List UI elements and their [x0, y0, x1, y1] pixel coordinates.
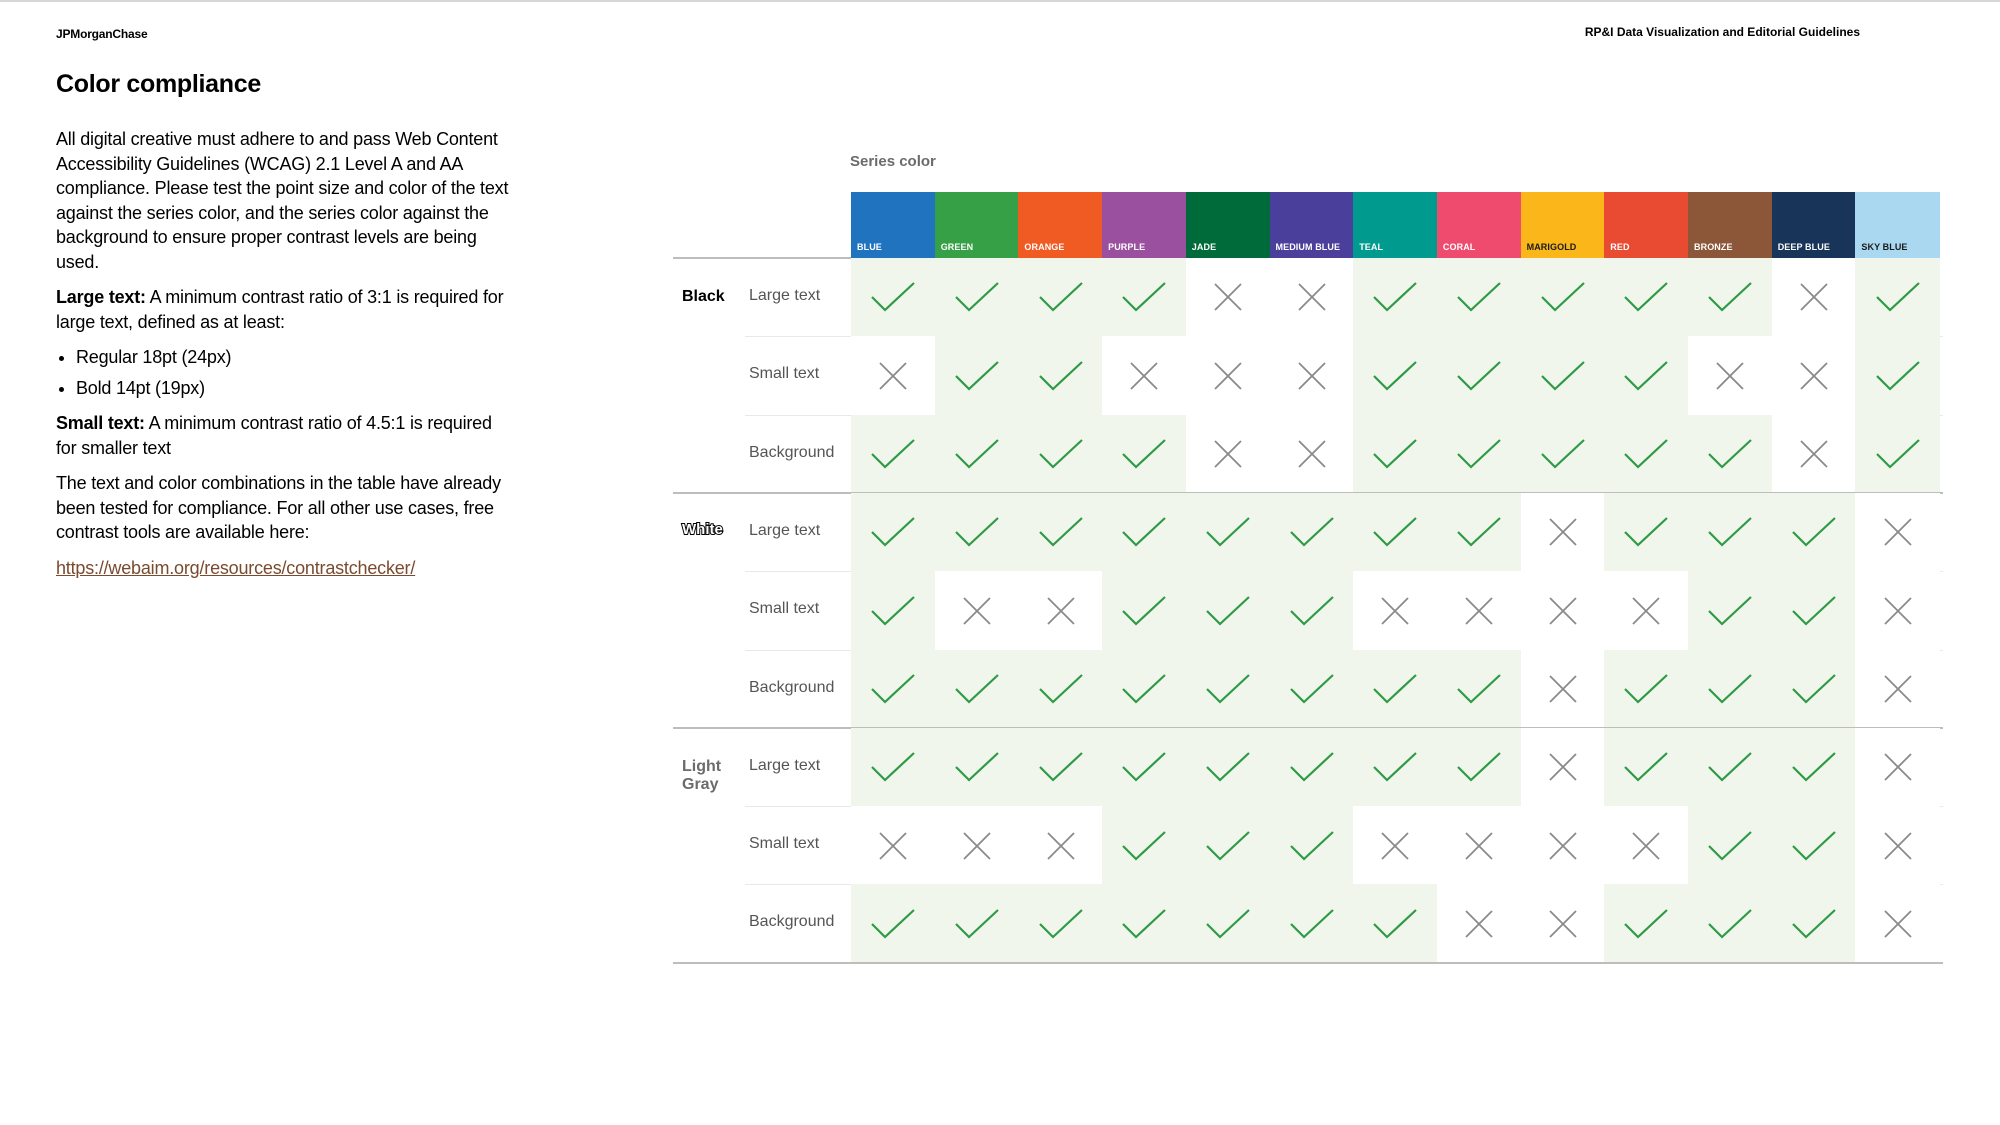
cell-light-gray-background-purple	[1102, 884, 1186, 963]
row-label-black-large-text: Large text	[749, 287, 821, 304]
cell-light-gray-small-text-blue	[851, 806, 935, 885]
cell-white-background-deep-blue	[1772, 650, 1856, 729]
cell-black-small-text-purple	[1102, 336, 1186, 415]
cell-white-large-text-blue	[851, 493, 935, 572]
bullet-bold: • Bold 14pt (19px)	[76, 376, 516, 401]
cell-black-small-text-blue	[851, 336, 935, 415]
series-swatch-jade: JADE	[1186, 192, 1270, 258]
cell-black-small-text-coral	[1437, 336, 1521, 415]
cell-white-large-text-green	[935, 493, 1019, 572]
bullet-regular: • Regular 18pt (24px)	[76, 345, 516, 370]
cross-icon	[1297, 282, 1327, 312]
row-label-light-gray-background: Background	[749, 913, 835, 931]
group-label-black: Black	[682, 288, 725, 305]
check-icon	[1707, 594, 1753, 628]
cell-light-gray-large-text-teal	[1353, 728, 1437, 807]
cell-white-large-text-medium-blue	[1270, 493, 1354, 572]
check-icon	[1791, 907, 1837, 941]
cross-icon	[1548, 596, 1578, 626]
cell-light-gray-background-deep-blue	[1772, 884, 1856, 963]
cell-white-background-purple	[1102, 650, 1186, 729]
series-swatch-blue: BLUE	[851, 192, 935, 258]
cell-light-gray-background-bronze	[1688, 884, 1772, 963]
cross-icon	[1464, 596, 1494, 626]
cell-white-large-text-teal	[1353, 493, 1437, 572]
cell-white-small-text-orange	[1018, 571, 1102, 650]
cell-black-background-blue	[851, 415, 935, 494]
cell-light-gray-large-text-medium-blue	[1270, 728, 1354, 807]
check-icon	[1456, 750, 1502, 784]
brand-logo-text: JPMorganChase	[56, 27, 148, 41]
cross-icon	[1883, 752, 1913, 782]
cell-light-gray-background-red	[1604, 884, 1688, 963]
check-icon	[954, 672, 1000, 706]
check-icon	[1205, 907, 1251, 941]
cell-black-large-text-jade	[1186, 258, 1270, 337]
series-swatch-medium-blue: MEDIUM BLUE	[1270, 192, 1354, 258]
cell-light-gray-large-text-blue	[851, 728, 935, 807]
check-icon	[1540, 280, 1586, 314]
cell-black-large-text-purple	[1102, 258, 1186, 337]
cell-white-background-green	[935, 650, 1019, 729]
cross-icon	[1799, 282, 1829, 312]
cross-icon	[878, 361, 908, 391]
cross-icon	[1046, 831, 1076, 861]
series-color-label: Series color	[850, 153, 936, 170]
cell-light-gray-background-blue	[851, 884, 935, 963]
cell-light-gray-small-text-deep-blue	[1772, 806, 1856, 885]
check-icon	[1372, 437, 1418, 471]
check-icon	[1456, 280, 1502, 314]
cell-light-gray-small-text-coral	[1437, 806, 1521, 885]
check-icon	[1791, 515, 1837, 549]
cross-icon	[1129, 361, 1159, 391]
cell-light-gray-large-text-red	[1604, 728, 1688, 807]
check-icon	[1121, 829, 1167, 863]
check-icon	[1707, 829, 1753, 863]
check-icon	[1121, 907, 1167, 941]
cell-black-large-text-orange	[1018, 258, 1102, 337]
cell-black-large-text-sky-blue	[1855, 258, 1939, 337]
cell-white-small-text-purple	[1102, 571, 1186, 650]
series-swatch-marigold: MARIGOLD	[1521, 192, 1605, 258]
cell-white-small-text-coral	[1437, 571, 1521, 650]
check-icon	[1038, 750, 1084, 784]
check-icon	[1791, 672, 1837, 706]
cell-black-small-text-marigold	[1521, 336, 1605, 415]
check-icon	[1205, 515, 1251, 549]
check-icon	[1205, 594, 1251, 628]
cross-icon	[1213, 361, 1243, 391]
check-icon	[1205, 672, 1251, 706]
cell-black-large-text-coral	[1437, 258, 1521, 337]
check-icon	[1121, 437, 1167, 471]
series-swatch-teal: TEAL	[1353, 192, 1437, 258]
cross-icon	[1548, 517, 1578, 547]
cell-white-large-text-red	[1604, 493, 1688, 572]
cell-white-large-text-bronze	[1688, 493, 1772, 572]
cell-white-large-text-sky-blue	[1855, 493, 1939, 572]
check-icon	[1456, 437, 1502, 471]
check-icon	[870, 750, 916, 784]
check-icon	[1372, 515, 1418, 549]
cell-black-background-jade	[1186, 415, 1270, 494]
cell-light-gray-large-text-coral	[1437, 728, 1521, 807]
cell-white-background-coral	[1437, 650, 1521, 729]
group-label-white: White	[682, 520, 723, 538]
cell-black-large-text-deep-blue	[1772, 258, 1856, 337]
cross-icon	[1883, 909, 1913, 939]
check-icon	[1038, 907, 1084, 941]
check-icon	[1875, 280, 1921, 314]
cell-white-small-text-jade	[1186, 571, 1270, 650]
cell-black-background-sky-blue	[1855, 415, 1939, 494]
cell-white-background-jade	[1186, 650, 1270, 729]
cell-black-large-text-green	[935, 258, 1019, 337]
small-text-rule	[56, 411, 516, 460]
large-text-rule	[56, 285, 516, 334]
cell-black-background-bronze	[1688, 415, 1772, 494]
check-icon	[1540, 437, 1586, 471]
cell-white-background-red	[1604, 650, 1688, 729]
cell-white-background-blue	[851, 650, 935, 729]
cell-light-gray-large-text-purple	[1102, 728, 1186, 807]
row-label-white-small-text: Small text	[749, 600, 820, 618]
check-icon	[1038, 280, 1084, 314]
cell-black-background-marigold	[1521, 415, 1605, 494]
check-icon	[1205, 750, 1251, 784]
check-icon	[1707, 437, 1753, 471]
series-swatch-orange: ORANGE	[1018, 192, 1102, 258]
group-divider	[673, 962, 1943, 964]
check-icon	[1372, 359, 1418, 393]
cell-white-large-text-purple	[1102, 493, 1186, 572]
cross-icon	[1046, 596, 1076, 626]
check-icon	[1289, 515, 1335, 549]
cell-light-gray-small-text-medium-blue	[1270, 806, 1354, 885]
cell-black-background-deep-blue	[1772, 415, 1856, 494]
check-icon	[1205, 829, 1251, 863]
cross-icon	[1631, 596, 1661, 626]
cross-icon	[1548, 752, 1578, 782]
cell-light-gray-small-text-teal	[1353, 806, 1437, 885]
check-icon	[1623, 437, 1669, 471]
check-icon	[1121, 280, 1167, 314]
cell-white-background-orange	[1018, 650, 1102, 729]
cell-white-small-text-deep-blue	[1772, 571, 1856, 650]
cross-icon	[1883, 831, 1913, 861]
check-icon	[1038, 359, 1084, 393]
cell-black-large-text-bronze	[1688, 258, 1772, 337]
cell-black-small-text-medium-blue	[1270, 336, 1354, 415]
cell-white-large-text-jade	[1186, 493, 1270, 572]
cross-icon	[1548, 909, 1578, 939]
check-icon	[1707, 515, 1753, 549]
group-label-light-gray: Light Gray	[682, 757, 722, 793]
cross-icon	[1213, 282, 1243, 312]
check-icon	[1372, 672, 1418, 706]
cell-black-background-medium-blue	[1270, 415, 1354, 494]
cell-white-small-text-medium-blue	[1270, 571, 1354, 650]
cell-black-large-text-marigold	[1521, 258, 1605, 337]
cell-black-large-text-medium-blue	[1270, 258, 1354, 337]
page-title: Color compliance	[56, 70, 261, 98]
check-icon	[1875, 437, 1921, 471]
cross-icon	[1464, 909, 1494, 939]
cell-light-gray-large-text-orange	[1018, 728, 1102, 807]
cell-white-large-text-orange	[1018, 493, 1102, 572]
cell-black-small-text-jade	[1186, 336, 1270, 415]
check-icon	[1038, 437, 1084, 471]
cell-light-gray-background-jade	[1186, 884, 1270, 963]
cell-white-background-bronze	[1688, 650, 1772, 729]
cross-icon	[1799, 439, 1829, 469]
check-icon	[1038, 672, 1084, 706]
check-icon	[954, 515, 1000, 549]
cell-white-background-medium-blue	[1270, 650, 1354, 729]
cross-icon	[1297, 361, 1327, 391]
cell-light-gray-large-text-sky-blue	[1855, 728, 1939, 807]
closing-paragraph: The text and color combinations in the table have already been tested for compliance. For all other use cases, free contrast tools are available here:	[56, 473, 501, 542]
row-label-light-gray-large-text: Large text	[749, 756, 821, 774]
row-label-black-small-text: Small text	[749, 365, 820, 383]
cell-black-small-text-teal	[1353, 336, 1437, 415]
row-label-black-background: Background	[749, 443, 835, 461]
contrast-checker-link[interactable]: https://webaim.org/resources/contrastchecker/	[56, 557, 416, 578]
cell-black-small-text-sky-blue	[1855, 336, 1939, 415]
intro-text	[56, 127, 516, 591]
small-text-label: Small text:	[56, 413, 145, 433]
check-icon	[1121, 594, 1167, 628]
cross-icon	[1213, 439, 1243, 469]
cell-black-small-text-bronze	[1688, 336, 1772, 415]
cross-icon	[1380, 596, 1410, 626]
cell-white-background-teal	[1353, 650, 1437, 729]
cell-light-gray-small-text-red	[1604, 806, 1688, 885]
check-icon	[1707, 750, 1753, 784]
intro-paragraph: All digital creative must adhere to and pass Web Content Accessibility Guidelines (WCAG) 2.1 Level A and AA compliance. Please test the point size and color of the text against the series color, and the series color against the background to ensure proper contrast levels are being used.	[56, 129, 509, 272]
check-icon	[1456, 359, 1502, 393]
cell-black-background-teal	[1353, 415, 1437, 494]
cross-icon	[1548, 674, 1578, 704]
check-icon	[1121, 672, 1167, 706]
check-icon	[954, 907, 1000, 941]
cell-black-small-text-red	[1604, 336, 1688, 415]
check-icon	[1707, 280, 1753, 314]
cell-light-gray-background-coral	[1437, 884, 1521, 963]
cross-icon	[1715, 361, 1745, 391]
check-icon	[1289, 672, 1335, 706]
check-icon	[870, 280, 916, 314]
cell-light-gray-small-text-orange	[1018, 806, 1102, 885]
cell-light-gray-background-sky-blue	[1855, 884, 1939, 963]
cell-white-small-text-green	[935, 571, 1019, 650]
cell-light-gray-small-text-marigold	[1521, 806, 1605, 885]
small-text-body: A minimum contrast ratio of 4.5:1 is required for smaller text	[56, 413, 492, 458]
check-icon	[1121, 515, 1167, 549]
cell-light-gray-small-text-purple	[1102, 806, 1186, 885]
check-icon	[954, 359, 1000, 393]
check-icon	[1289, 829, 1335, 863]
check-icon	[954, 750, 1000, 784]
check-icon	[1875, 359, 1921, 393]
cell-white-large-text-marigold	[1521, 493, 1605, 572]
check-icon	[1038, 515, 1084, 549]
cell-light-gray-large-text-deep-blue	[1772, 728, 1856, 807]
cell-white-large-text-coral	[1437, 493, 1521, 572]
cell-black-large-text-teal	[1353, 258, 1437, 337]
cross-icon	[1464, 831, 1494, 861]
cell-light-gray-large-text-jade	[1186, 728, 1270, 807]
cell-black-background-coral	[1437, 415, 1521, 494]
cell-white-small-text-blue	[851, 571, 935, 650]
check-icon	[1791, 750, 1837, 784]
check-icon	[1289, 907, 1335, 941]
cell-white-background-sky-blue	[1855, 650, 1939, 729]
check-icon	[1289, 594, 1335, 628]
cell-light-gray-background-medium-blue	[1270, 884, 1354, 963]
cell-white-small-text-marigold	[1521, 571, 1605, 650]
cell-white-large-text-deep-blue	[1772, 493, 1856, 572]
document-title: RP&I Data Visualization and Editorial Guidelines	[1584, 25, 1860, 39]
series-swatch-sky-blue: SKY BLUE	[1855, 192, 1939, 258]
series-swatch-green: GREEN	[935, 192, 1019, 258]
check-icon	[1623, 750, 1669, 784]
cell-black-background-red	[1604, 415, 1688, 494]
check-icon	[1707, 672, 1753, 706]
cell-white-small-text-bronze	[1688, 571, 1772, 650]
cell-light-gray-large-text-marigold	[1521, 728, 1605, 807]
cross-icon	[962, 831, 992, 861]
cell-black-small-text-orange	[1018, 336, 1102, 415]
cell-light-gray-background-orange	[1018, 884, 1102, 963]
check-icon	[1623, 907, 1669, 941]
cell-black-large-text-red	[1604, 258, 1688, 337]
cell-light-gray-background-teal	[1353, 884, 1437, 963]
check-icon	[870, 672, 916, 706]
cell-black-background-orange	[1018, 415, 1102, 494]
top-rule	[0, 0, 2000, 2]
cross-icon	[1799, 361, 1829, 391]
cell-black-background-green	[935, 415, 1019, 494]
cell-white-small-text-sky-blue	[1855, 571, 1939, 650]
cross-icon	[1380, 831, 1410, 861]
check-icon	[870, 437, 916, 471]
check-icon	[870, 594, 916, 628]
series-swatch-purple: PURPLE	[1102, 192, 1186, 258]
cross-icon	[962, 596, 992, 626]
check-icon	[1623, 280, 1669, 314]
cross-icon	[1631, 831, 1661, 861]
cell-white-background-marigold	[1521, 650, 1605, 729]
large-text-body: A minimum contrast ratio of 3:1 is required for large text, defined as at least:	[56, 287, 504, 332]
check-icon	[1289, 750, 1335, 784]
check-icon	[954, 437, 1000, 471]
cross-icon	[1548, 831, 1578, 861]
check-icon	[1623, 672, 1669, 706]
large-text-label: Large text:	[56, 287, 146, 307]
cell-black-small-text-green	[935, 336, 1019, 415]
cross-icon	[1297, 439, 1327, 469]
cell-light-gray-small-text-bronze	[1688, 806, 1772, 885]
check-icon	[1623, 515, 1669, 549]
check-icon	[1372, 280, 1418, 314]
series-swatch-deep-blue: DEEP BLUE	[1772, 192, 1856, 258]
cell-light-gray-large-text-green	[935, 728, 1019, 807]
check-icon	[954, 280, 1000, 314]
cell-light-gray-small-text-jade	[1186, 806, 1270, 885]
series-swatch-bronze: BRONZE	[1688, 192, 1772, 258]
cross-icon	[1883, 596, 1913, 626]
cell-light-gray-small-text-green	[935, 806, 1019, 885]
check-icon	[870, 907, 916, 941]
check-icon	[1791, 829, 1837, 863]
cross-icon	[1883, 674, 1913, 704]
cross-icon	[878, 831, 908, 861]
size-bullets	[56, 345, 516, 400]
cell-black-background-purple	[1102, 415, 1186, 494]
check-icon	[1121, 750, 1167, 784]
cross-icon	[1883, 517, 1913, 547]
check-icon	[870, 515, 916, 549]
cell-black-large-text-blue	[851, 258, 935, 337]
check-icon	[1707, 907, 1753, 941]
row-label-white-background: Background	[749, 678, 835, 696]
cell-light-gray-background-green	[935, 884, 1019, 963]
table-top-divider	[673, 257, 851, 259]
check-icon	[1623, 359, 1669, 393]
cell-black-small-text-deep-blue	[1772, 336, 1856, 415]
check-icon	[1372, 750, 1418, 784]
check-icon	[1456, 672, 1502, 706]
series-swatch-red: RED	[1604, 192, 1688, 258]
check-icon	[1791, 594, 1837, 628]
check-icon	[1456, 515, 1502, 549]
cell-light-gray-small-text-sky-blue	[1855, 806, 1939, 885]
cell-white-small-text-red	[1604, 571, 1688, 650]
row-label-light-gray-small-text: Small text	[749, 835, 820, 853]
row-label-white-large-text: Large text	[749, 521, 821, 539]
check-icon	[1540, 359, 1586, 393]
cell-white-small-text-teal	[1353, 571, 1437, 650]
check-icon	[1372, 907, 1418, 941]
series-swatch-coral: CORAL	[1437, 192, 1521, 258]
cell-light-gray-large-text-bronze	[1688, 728, 1772, 807]
cell-light-gray-background-marigold	[1521, 884, 1605, 963]
